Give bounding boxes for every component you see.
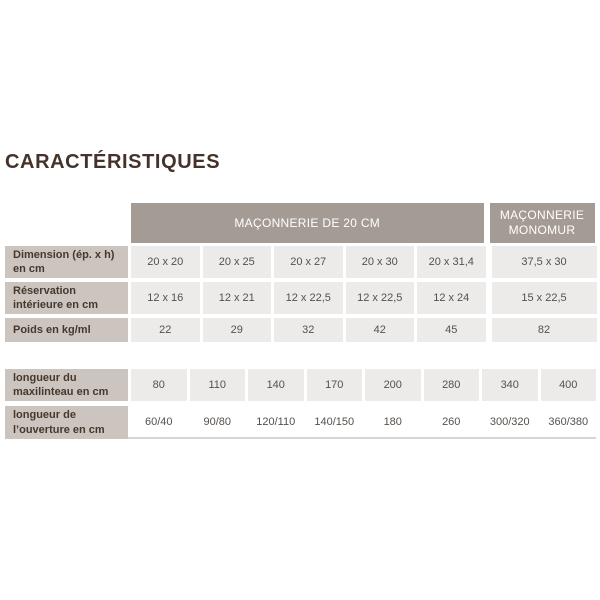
data-cell: 20 x 31,4	[417, 246, 486, 278]
column-group-header-maconnerie-monomur: MAÇONNERIE MONOMUR	[490, 203, 595, 243]
data-cell: 20 x 20	[131, 246, 200, 278]
row-label: longueur de l’ouverture en cm	[5, 406, 128, 439]
data-cell: 12 x 22,5	[346, 282, 415, 314]
characteristics-table	[5, 203, 599, 439]
column-group-header-maconnerie-20cm: MAÇONNERIE DE 20 CM	[131, 203, 484, 243]
data-cell: 110	[190, 369, 246, 401]
ouverture-values-strip	[128, 406, 596, 439]
data-cell: 120/110	[256, 415, 296, 428]
row-label: Dimension (ép. x h) en cm	[5, 246, 128, 278]
header-spacer	[5, 203, 128, 243]
table-row-dimension	[5, 246, 599, 278]
data-cell: 340	[482, 369, 538, 401]
data-cell: 260	[442, 415, 461, 428]
data-cell: 360/380	[548, 415, 589, 428]
data-cell-monomur: 82	[492, 318, 597, 342]
data-cell: 20 x 27	[274, 246, 343, 278]
table-row-ouverture	[5, 406, 599, 439]
data-cell: 400	[541, 369, 597, 401]
page-title: CARACTÉRISTIQUES	[5, 151, 221, 173]
data-cell: 140	[248, 369, 304, 401]
data-cell: 20 x 25	[203, 246, 272, 278]
row-label: Réservation intérieure en cm	[5, 282, 128, 314]
data-cell: 12 x 24	[417, 282, 486, 314]
data-cell: 45	[417, 318, 486, 342]
table-row-reservation	[5, 282, 599, 314]
data-cell: 200	[365, 369, 421, 401]
data-cell: 280	[424, 369, 480, 401]
data-cell: 12 x 21	[203, 282, 272, 314]
data-cell: 29	[203, 318, 272, 342]
data-cell: 180	[383, 415, 402, 428]
data-cell-monomur: 15 x 22,5	[492, 282, 597, 314]
row-label: longueur du maxilinteau en cm	[5, 369, 128, 401]
data-cell: 20 x 30	[346, 246, 415, 278]
group-header-row	[5, 203, 599, 243]
data-cell: 170	[307, 369, 363, 401]
data-cell: 90/80	[203, 415, 232, 428]
data-cell: 32	[274, 318, 343, 342]
data-cell: 60/40	[144, 415, 173, 428]
row-label: Poids en kg/ml	[5, 318, 128, 342]
table-row-maxilinteau	[5, 369, 599, 401]
data-cell: 22	[131, 318, 200, 342]
data-cell: 12 x 16	[131, 282, 200, 314]
table-row-poids	[5, 318, 599, 342]
data-cell: 80	[131, 369, 187, 401]
data-cell: 140/150	[314, 415, 355, 428]
data-cell-monomur: 37,5 x 30	[492, 246, 597, 278]
data-cell: 42	[346, 318, 415, 342]
data-cell: 300/320	[489, 415, 530, 428]
data-cell: 12 x 22,5	[274, 282, 343, 314]
